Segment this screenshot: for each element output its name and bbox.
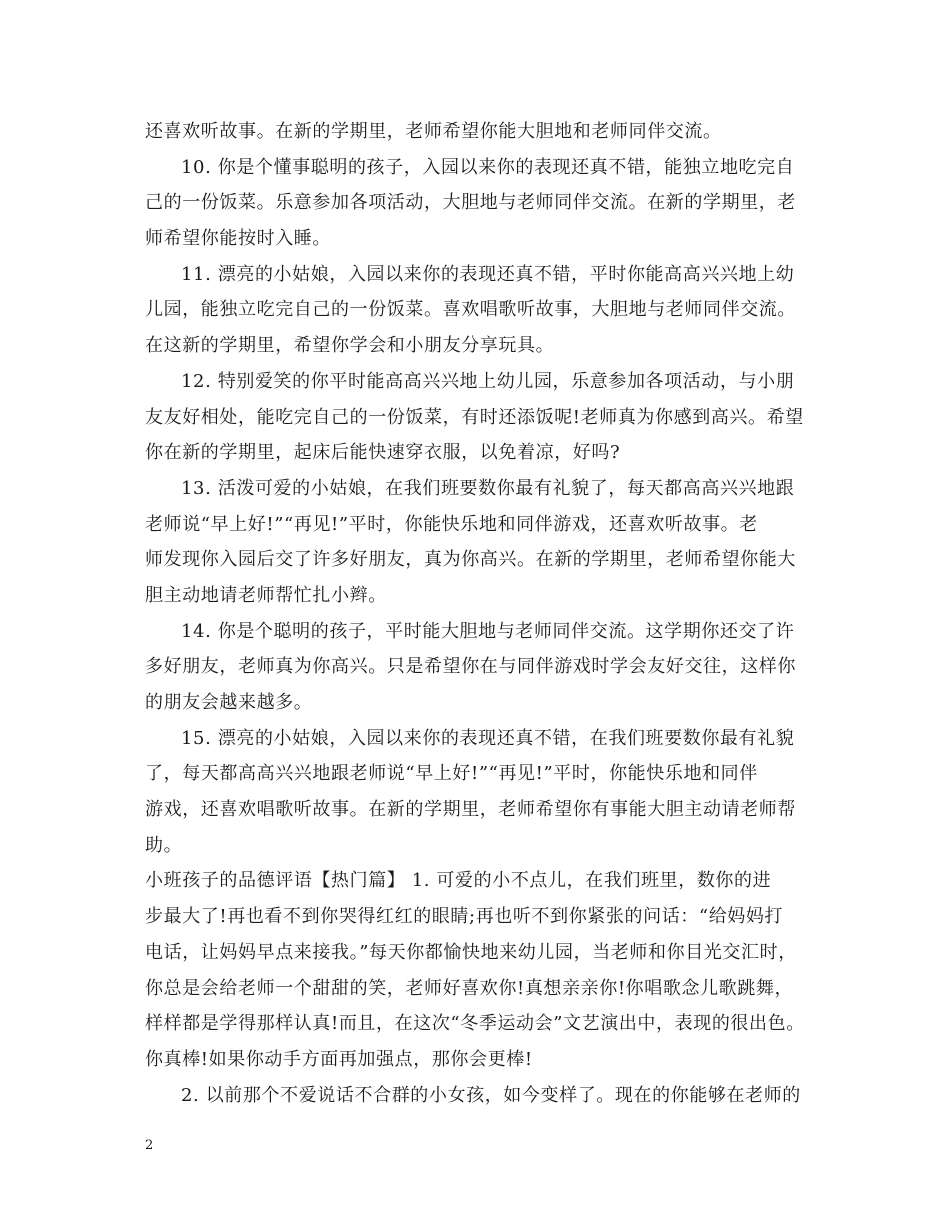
text-line: 了，每天都高高兴兴地跟老师说“早上好!”“再见!”平时，你能快乐地和同伴 — [145, 763, 758, 785]
body-text — [145, 114, 815, 1113]
text-line: 你总是会给老师一个甜甜的笑，老师好喜欢你!真想亲亲你!你唱歌念儿歌跳舞， — [145, 977, 794, 999]
text-line: 在这新的学期里，希望你学会和小朋友分享玩具。 — [145, 335, 555, 357]
text-line: 14. 你是个聪明的孩子，平时能大胆地与老师同伴交流。这学期你还交了许 — [181, 620, 795, 642]
text-line: 2. 以前那个不爱说话不合群的小女孩，如今变样了。现在的你能够在老师的 — [181, 1084, 801, 1106]
text-line: 10. 你是个懂事聪明的孩子，入园以来你的表现还真不错，能独立地吃完自 — [181, 156, 795, 178]
text-line: 电话，让妈妈早点来接我。”每天你都愉快地来幼儿园，当老师和你目光交汇时， — [145, 941, 797, 963]
text-line: 师发现你入园后交了许多好朋友，真为你高兴。在新的学期里，老师希望你能大 — [145, 549, 796, 571]
text-line: 你真棒!如果你动手方面再加强点，那你会更棒! — [145, 1048, 533, 1070]
text-line: 还喜欢听故事。在新的学期里，老师希望你能大胆地和老师同伴交流。 — [145, 121, 722, 142]
text-line: 样样都是学得那样认真!而且，在这次“冬季运动会”文艺演出中，表现的很出色。 — [145, 1013, 805, 1035]
text-line: 老师说“早上好!”“再见!”平时，你能快乐地和同伴游戏，还喜欢听故事。老 — [145, 513, 758, 535]
text-line: 游戏，还喜欢唱歌听故事。在新的学期里，老师希望你有事能大胆主动请老师帮 — [145, 799, 796, 821]
text-line: 己的一份饭菜。乐意参加各项活动，大胆地与老师同伴交流。在新的学期里，老 — [145, 192, 796, 214]
text-line: 助。 — [145, 834, 183, 856]
text-line: 15. 漂亮的小姑娘，入园以来你的表现还真不错，在我们班要数你最有礼貌 — [181, 727, 795, 749]
text-line: 胆主动地请老师帮忙扎小辫。 — [145, 584, 387, 606]
text-line: 步最大了!再也看不到你哭得红红的眼睛;再也听不到你紧张的问话：“给妈妈打 — [145, 906, 784, 928]
text-line: 师希望你能按时入睡。 — [145, 228, 331, 250]
text-line: 你在新的学期里，起床后能快速穿衣服，以免着凉，好吗? — [145, 442, 621, 464]
text-line: 11. 漂亮的小姑娘，入园以来你的表现还真不错，平时你能高高兴兴地上幼 — [181, 263, 795, 285]
text-line: 友友好相处，能吃完自己的一份饭菜，有时还添饭呢!老师真为你感到高兴。希望 — [145, 406, 804, 428]
text-line: 儿园，能独立吃完自己的一份饭菜。喜欢唱歌听故事，大胆地与老师同伴交流。 — [145, 299, 796, 321]
page-number: 2 — [145, 1138, 154, 1153]
text-line: 多好朋友，老师真为你高兴。只是希望你在与同伴游戏时学会友好交往，这样你 — [145, 656, 796, 678]
text-line: 12. 特别爱笑的你平时能高高兴兴地上幼儿园，乐意参加各项活动，与小朋 — [181, 370, 795, 392]
text-line: 小班孩子的品德评语【热门篇】 1. 可爱的小不点儿，在我们班里，数你的进 — [145, 870, 772, 892]
text-line: 的朋友会越来越多。 — [145, 692, 313, 713]
text-line: 13. 活泼可爱的小姑娘，在我们班要数你最有礼貌了，每天都高高兴兴地跟 — [181, 477, 795, 499]
